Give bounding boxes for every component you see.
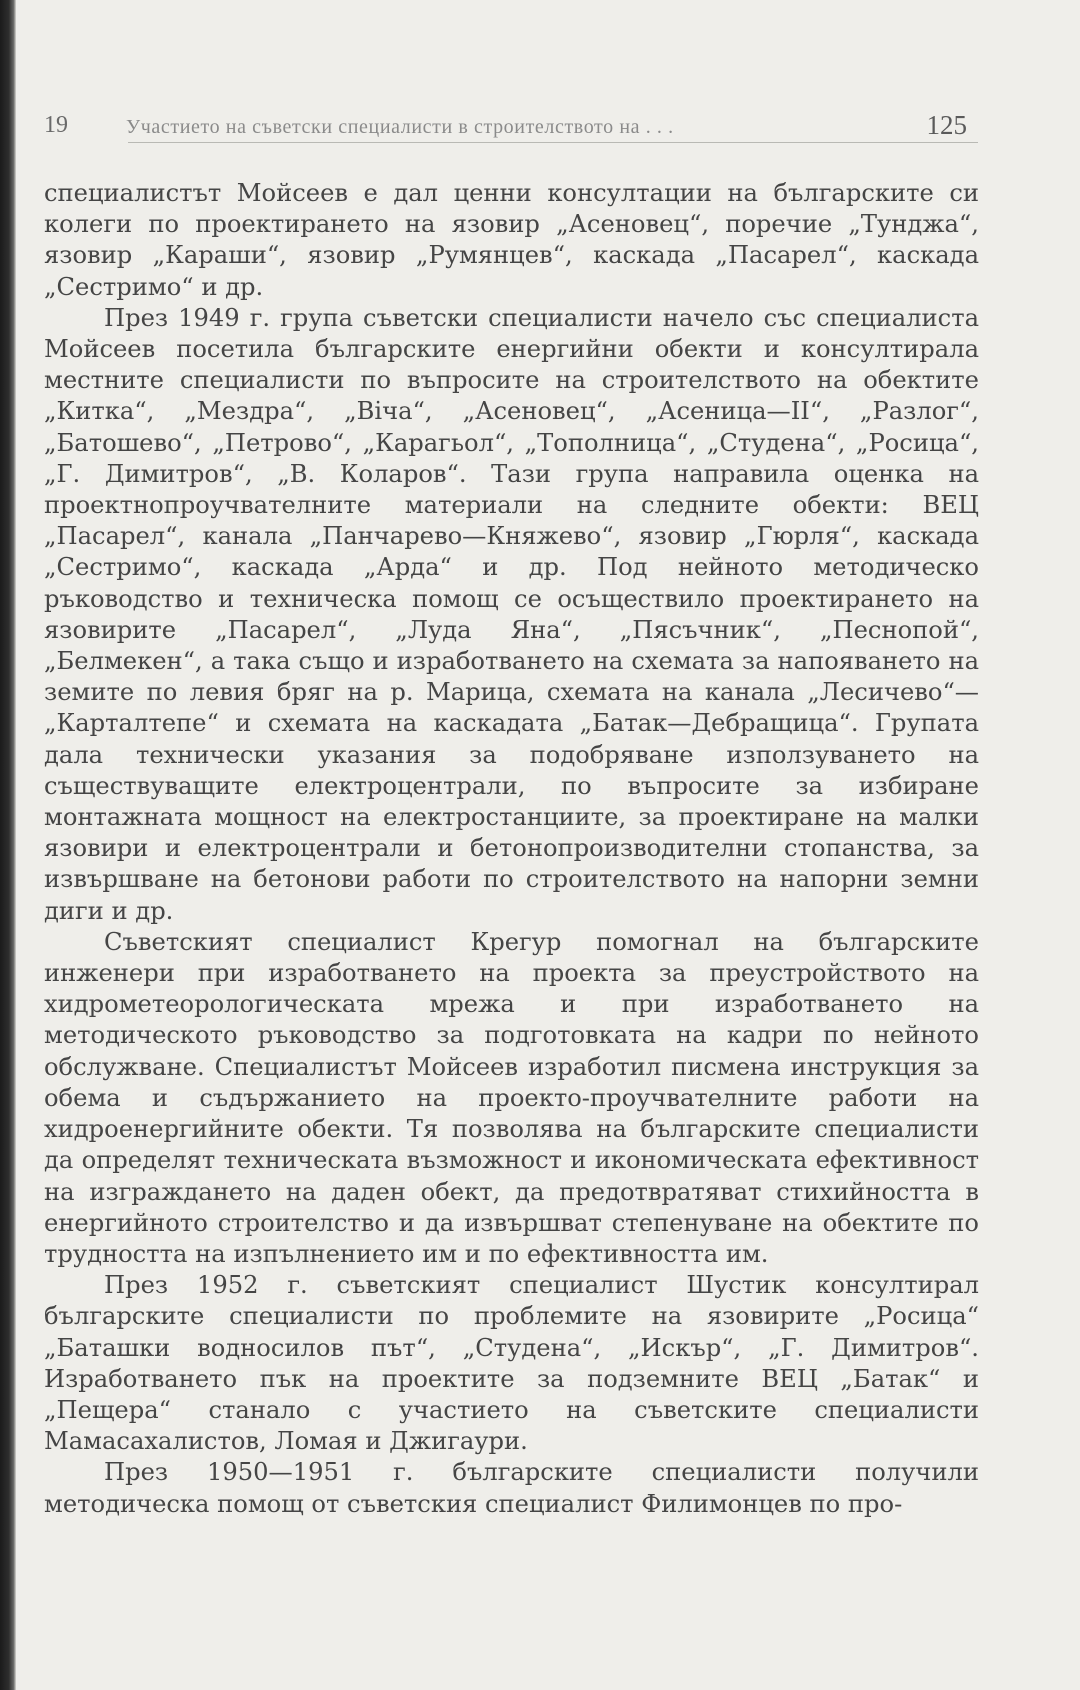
running-head-number: 19 — [44, 112, 68, 138]
running-head-title: Участието на съветски специалисти в строителството на . . . — [126, 116, 674, 138]
header-rule — [128, 142, 978, 143]
paragraph: През 1949 г. група съветски специалисти начело със специалиста Мойсеев посетила българските енергийни обекти и консултирала местните специалисти по въпросите на строителството на обектите „Китка“, „Мездра“, „Віча“, „Асеновец“, „Асеница—II“, „Разлог“, „Батошево“, „Петрово“, „Карагьол“, „Тополница“, „Студена“, „Росица“, „Г. Димитров“, „В. Коларов“. Тази група направила оценка на проектнопроучвателните материали на следните обекти: ВЕЦ „Пасарел“, канала „Панчарево—Княжево“, язовир „Гюрля“, каскада „Сестримо“, каскада „Арда“ и др. Под нейното методическо ръководство и техническа помощ се осъществило проектирането на язовирите „Пасарел“, „Луда Яна“, „Пясъчник“, „Песнопой“, „Белмекен“, а така също и изработването на схемата за напояването на земите по левия бряг на р. Марица, схемата на канала „Лесичево“—„Карталтепе“ и схемата на каскадата „Батак—Дебращица“. Групата дала технически указания за подобряване използуването на съществуващите електроцентрали, по въпросите за избиране монтажната мощност на електростанциите, за проектиране на малки язовири и електроцентрали и бетонопроизводителни стопанства, за извършване на бетонови работи по строителството на напорни земни диги и др. — [44, 303, 979, 925]
running-head — [44, 110, 979, 146]
paragraph: Съветският специалист Крегур помогнал на българските инженери при изработването на проекта за преустройството на хидрометеорологическата мрежа и при изработването на методическото ръководство за подготовката на кадри по нейното обслужване. Специалистът Мойсеев изработил писмена инструкция за обема и съдържанието на проекто-проучвателните работи на хидроенергийните обекти. Тя позволява на българските специалисти да определят техническата възможност и икономическата ефективност на изграждането на даден обект, да предотвратяват стихийността в енергийното строителство и да извършват степенуване на обектите по трудността на изпълнението им и по ефективността им. — [44, 927, 979, 1268]
book-spine-shadow — [0, 0, 16, 1690]
paragraph-continuation: специалистът Мойсеев е дал ценни консултации на българските си колеги по проектирането на язовир „Асеновец“, поречие „Тунджа“, язовир „Караши“, язовир „Румянцев“, каскада „Пасарел“, каскада „Сестримо“ и др. — [44, 179, 979, 301]
paragraph: През 1952 г. съветският специалист Шустик консултирал българските специалисти по проблемите на язовирите „Росица“ „Баташки водносилов път“, „Студена“, „Искър“, „Г. Димитров“. Изработването пък на проектите за подземните ВЕЦ „Батак“ и „Пещера“ станало с участието на съветските специалисти Мамасахалистов, Ломая и Джигаури. — [44, 1271, 979, 1456]
paragraph: През 1950—1951 г. българските специалисти получили методическа помощ от съветския специалист Филимонцев по про- — [44, 1458, 979, 1518]
page-number: 125 — [926, 110, 967, 140]
body-text — [44, 178, 979, 1520]
book-page — [44, 0, 979, 1690]
